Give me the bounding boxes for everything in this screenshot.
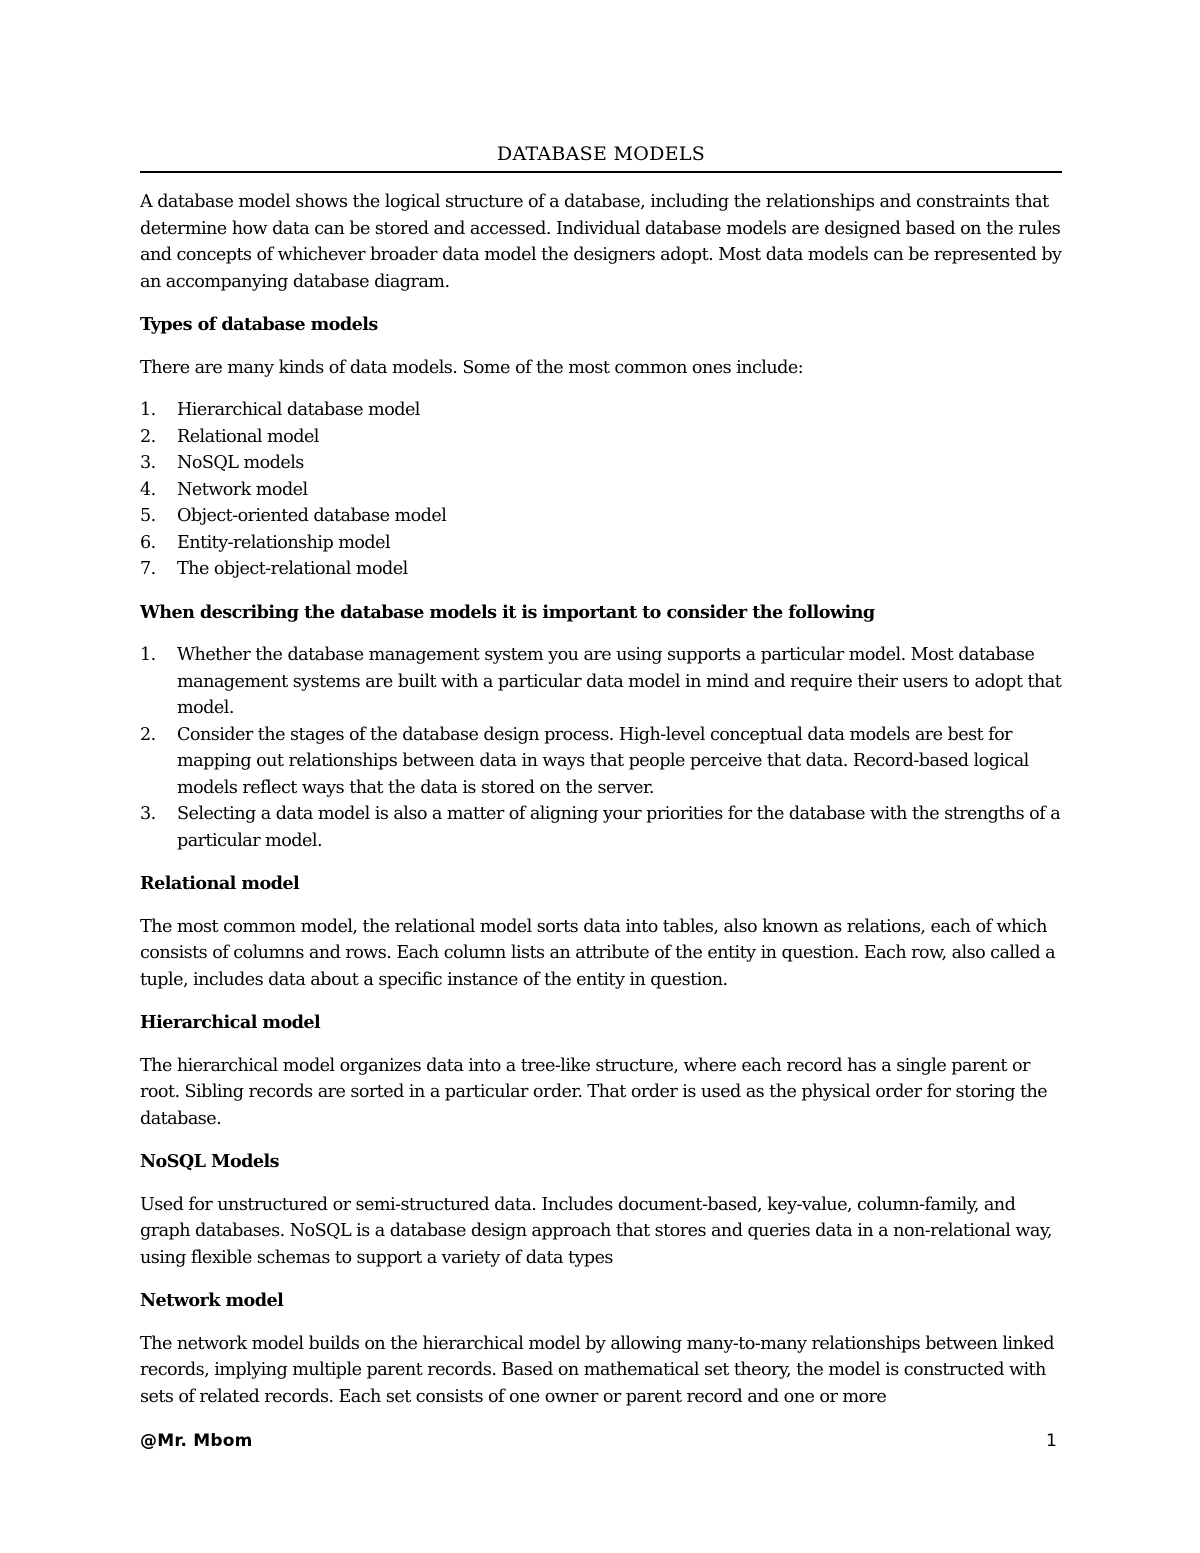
list-item: 1. Hierarchical database model [140,400,420,420]
types-heading: Types of database models [140,314,378,335]
relational-heading: Relational model [140,873,300,894]
types-lead: There are many kinds of data models. Some of the most common ones include: [140,357,804,378]
network-paragraph: The network model builds on the hierarchical model by allowing many-to-many relationships between linked records, implying multiple parent records. Based on mathematical set theory, the model is constructed with sets of related records. Each set consists of one owner or parent record and one or more [140,1333,1054,1407]
considerations-heading: When describing the database models it is important to consider the following [140,601,875,623]
list-item: 6. Entity-relationship model [140,532,391,553]
list-item: 2. Consider the stages of the database design process. High-level conceptual data models are best for mapping out relationships between data in ways that people perceive that data. Record-based logical models reflect ways that the data is stored on the server. [140,724,1029,798]
page-number: 1 [1046,1431,1057,1451]
relational-paragraph: The most common model, the relational model sorts data into tables, also known as relations, each of which consists of columns and rows. Each column lists an attribute of the entity in question. Each row, also called a tuple, includes data about a specific instance of the entity in question. [140,916,1056,990]
document-title: DATABASE MODELS [140,141,1062,173]
list-item: 3. NoSQL models [140,453,304,473]
footer-author: @Mr. Mbom [140,1431,253,1451]
page-content [140,141,1062,1410]
list-item: 1. Whether the database management system you are using supports a particular model. Most database management systems are built with a particular data model in mind and require their users to adopt that model. [140,645,1062,718]
list-item: 3. Selecting a data model is also a matter of aligning your priorities for the database with the strengths of a particular model. [140,804,1061,851]
hierarchical-paragraph: The hierarchical model organizes data into a tree-like structure, where each record has a single parent or root. Sibling records are sorted in a particular order. That order is used as the physical order for storing the database. [140,1055,1048,1129]
list-item: 5. Object-oriented database model [140,506,447,526]
list-item: 7. The object-relational model [140,559,408,579]
list-item: 4. Network model [140,479,308,500]
network-heading: Network model [140,1290,284,1311]
intro-paragraph: A database model shows the logical structure of a database, including the relationships and constraints that determine how data can be stored and accessed. Individual database models are designed based on the rules and concepts of whichever broader data model the designers adopt. Most data models can be represented by an accompanying database diagram. [140,192,1062,292]
types-list [140,397,1062,583]
hierarchical-heading: Hierarchical model [140,1012,321,1033]
nosql-heading: NoSQL Models [140,1151,280,1172]
nosql-paragraph: Used for unstructured or semi-structured data. Includes document-based, key-value, column-family, and graph databases. NoSQL is a database design approach that stores and queries data in a non-relational way, using flexible schemas to support a variety of data types [140,1194,1052,1268]
considerations-list [140,642,1062,854]
list-item: 2. Relational model [140,426,319,447]
